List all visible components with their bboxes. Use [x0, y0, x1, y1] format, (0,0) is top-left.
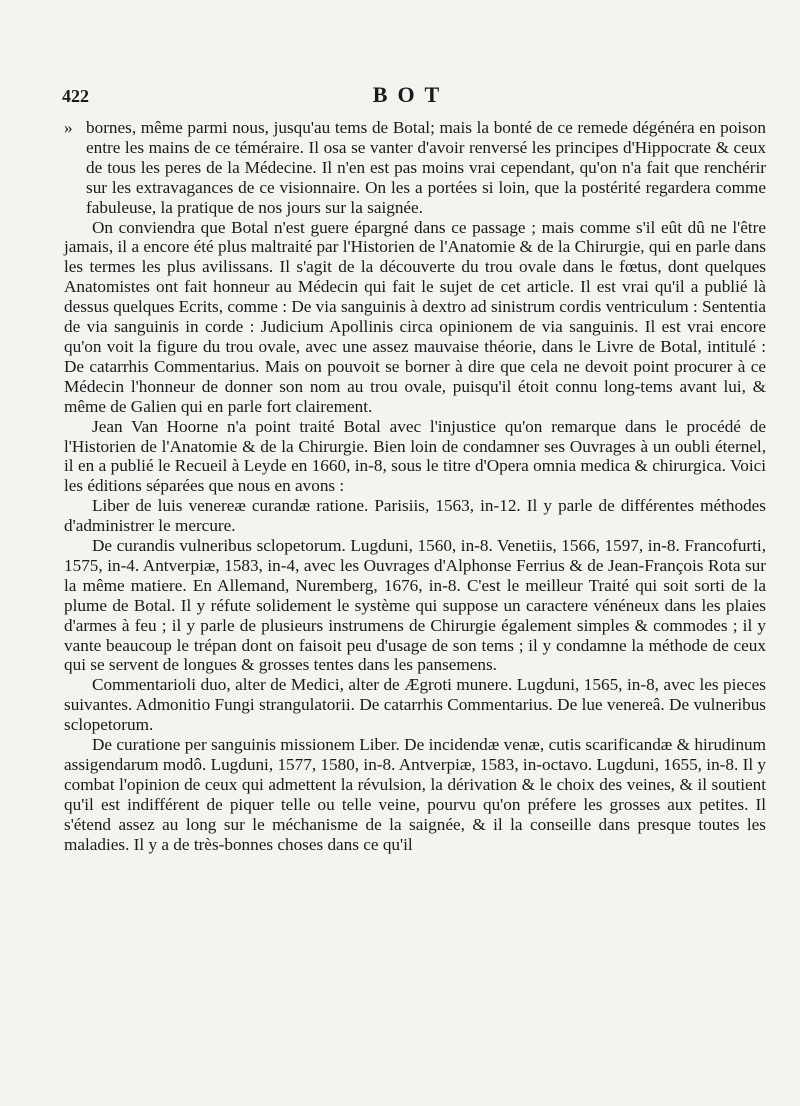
paragraph-quote: » bornes, même parmi nous, jusqu'au tems de Botal; mais la bonté de ce remede dégénéra en poison entre les mains de ce téméraire. Il osa se vanter d'avoir renversé les principes d'Hippocrate & ceux de tous les peres de la Médecine. Il n'en est pas moins vrai cependant, qu'on n'a fait que renchérir sur les extravagances de ce visionnaire. On les a portées si loin, que la postérité regardera comme fabuleuse, la pratique de nos jours sur la saignée.: [64, 118, 766, 218]
running-head: BOT: [372, 82, 450, 107]
paragraph: Commentarioli duo, alter de Medici, alter de Ægroti munere. Lugduni, 1565, in-8, avec les pieces suivantes. Admonitio Fungi strangulatorii. De catarrhis Commentarius. De lue venereâ. De vulneribus sclopetorum.: [64, 675, 766, 735]
paragraph: Liber de luis venereæ curandæ ratione. Parisiis, 1563, in-12. Il y parle de différentes méthodes d'administrer le mercure.: [64, 496, 766, 536]
page-header: [62, 82, 760, 110]
paragraph: De curatione per sanguinis missionem Liber. De incidendæ venæ, cutis scarificandæ & hirudinum assigendarum modô. Lugduni, 1577, 1580, in-8. Antverpiæ, 1583, in-octavo. Lugduni, 1655, in-8. Il y combat l'opinion de ceux qui admettent la révulsion, la dérivation & le choix des veines, & il soutient qu'il est indifférent de piquer telle ou telle veine, pourvu qu'on préfere les grosses aux petites. Il s'étend assez au long sur le méchanisme de la saignée, & il la conseille dans presque toutes les maladies. Il y a de très-bonnes choses dans ce qu'il: [64, 735, 766, 854]
body-text: [64, 118, 766, 855]
paragraph: De curandis vulneribus sclopetorum. Lugduni, 1560, in-8. Venetiis, 1566, 1597, in-8. Francofurti, 1575, in-4. Antverpiæ, 1583, in-4, avec les Ouvrages d'Alphonse Ferrius & de Jean-François Rota sur la même matiere. En Allemand, Nuremberg, 1676, in-8. C'est le meilleur Traité qui soit sorti de la plume de Botal. Il y réfute solidement le système qui suppose un caractere vénéneux dans les plaies d'armes à feu ; il y parle de plusieurs instrumens de Chirurgie également simples & commodes ; il y vante beaucoup le trépan dont on faisoit peu d'usage de son tems ; il y condamne la méthode de ceux qui se servent de longues & grosses tentes dans les pansemens.: [64, 536, 766, 675]
paragraph: On conviendra que Botal n'est guere épargné dans ce passage ; mais comme s'il eût dû ne l'être jamais, il a encore été plus maltraité par l'Historien de l'Anatomie & de la Chirurgie, qui en parle dans les termes les plus avilissans. Il s'agit de la découverte du trou ovale dans le fœtus, dont quelques Anatomistes ont fait honneur au Médecin qui fait le sujet de cet article. Il est vrai qu'il a publié là dessus quelques Ecrits, comme : De via sanguinis à dextro ad sinistrum cordis ventriculum : Sententia de via sanguinis in corde : Judicium Apollinis circa opinionem de via sanguinis. Il est vrai encore qu'on voit la figure du trou ovale, avec une assez mauvaise théorie, dans le Livre de Botal, intitulé : De catarrhis Commentarius. Mais on pouvoit se borner à dire que cela ne devoit point procurer à ce Médecin l'honneur de donner son nom au trou ovale, puisqu'il étoit connu long-tems avant lui, & même de Galien qui en parle fort clairement.: [64, 217, 766, 416]
page-number: 422: [62, 86, 89, 106]
paragraph: Jean Van Hoorne n'a point traité Botal avec l'injustice qu'on remarque dans le procédé de l'Historien de l'Anatomie & de la Chirurgie. Bien loin de condamner ses Ouvrages à un oubli éternel, il en a publié le Recueil à Leyde en 1660, in-8, sous le titre d'Opera omnia medica & chirurgica. Voici les éditions séparées que nous en avons :: [64, 416, 766, 496]
